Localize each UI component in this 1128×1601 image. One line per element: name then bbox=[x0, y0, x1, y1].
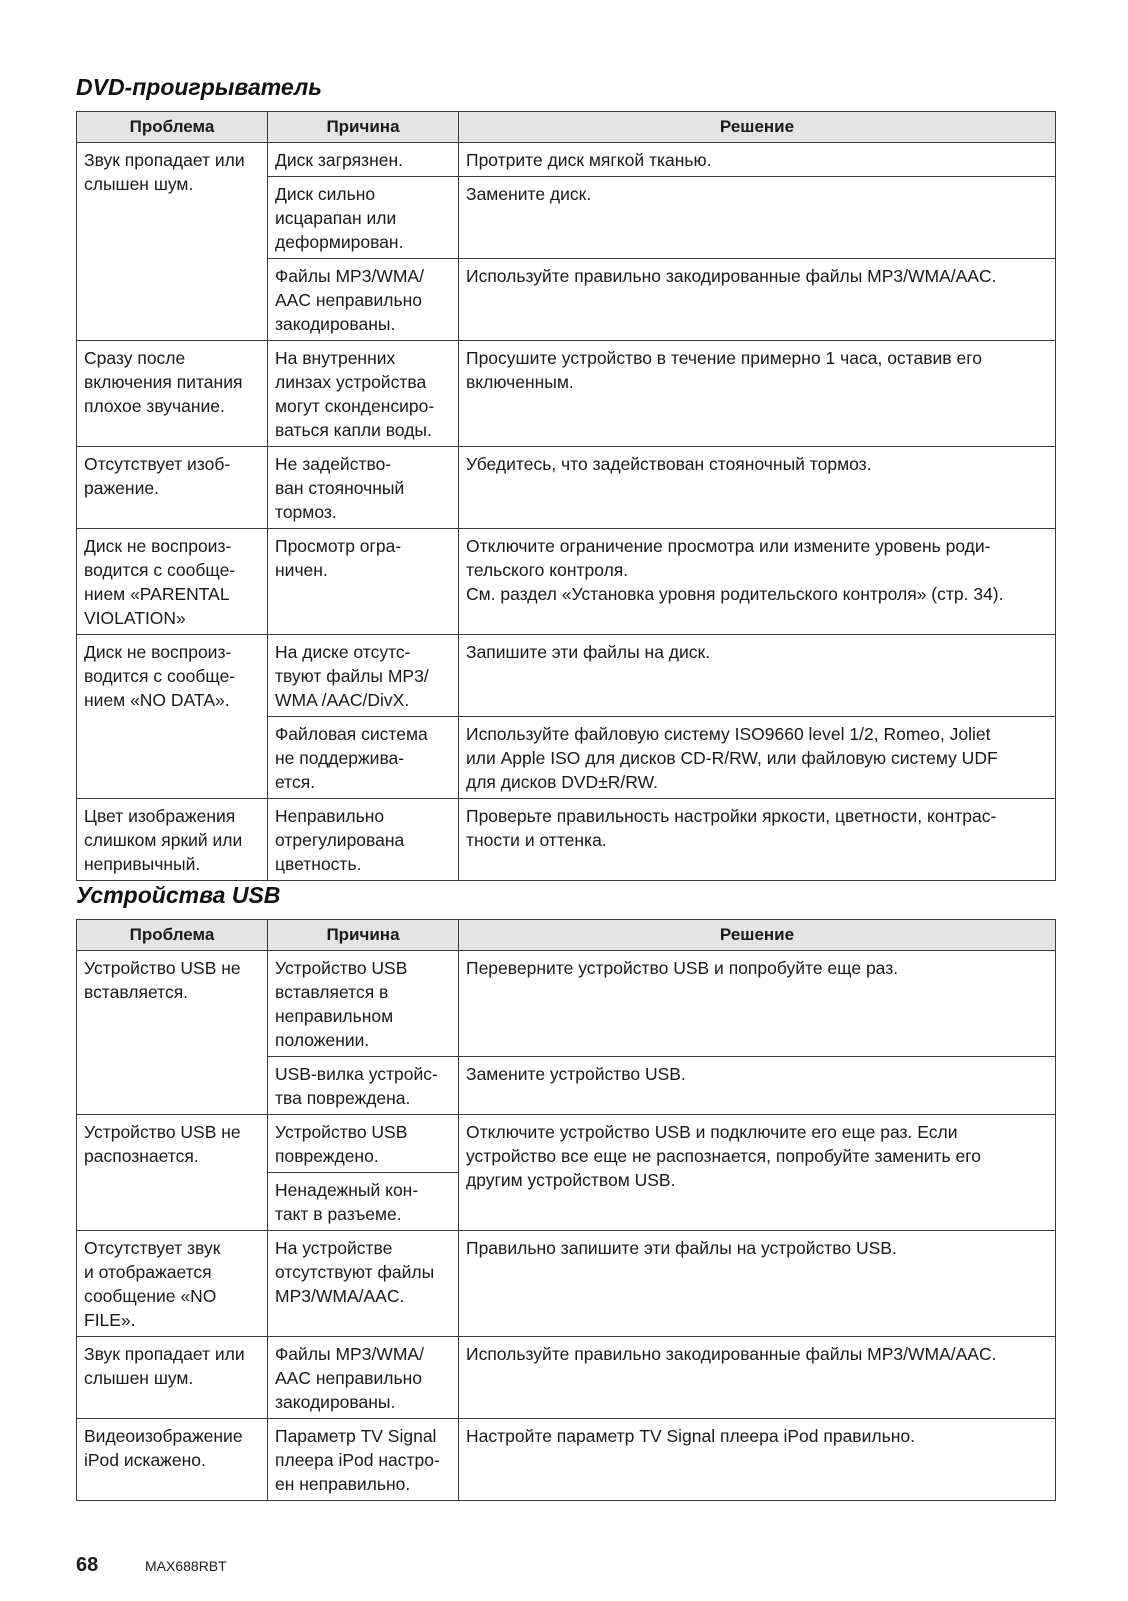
table-row bbox=[77, 951, 1056, 1057]
problem-cell: Диск не воспроиз- водится с сообще- нием «PARENTAL VIOLATION» bbox=[77, 529, 268, 635]
cause-cell: Диск сильно исцарапан или деформирован. bbox=[268, 177, 459, 259]
model-name: MAX688RBT bbox=[145, 1558, 227, 1574]
table-header-row bbox=[77, 112, 1056, 143]
solution-cell: Просушите устройство в течение примерно 1 часа, оставив его включенным. bbox=[459, 341, 1056, 447]
cause-cell: На устройстве отсутствуют файлы MP3/WMA/AAC. bbox=[268, 1231, 459, 1337]
solution-cell: Отключите ограничение просмотра или измените уровень роди- тельского контроля. См. раздел «Установка уровня родительского контроля» (стр. 34). bbox=[459, 529, 1056, 635]
table-header-row bbox=[77, 920, 1056, 951]
cause-cell: Файловая система не поддержива- ется. bbox=[268, 717, 459, 799]
cause-cell: Диск загрязнен. bbox=[268, 143, 459, 177]
header-problem: Проблема bbox=[77, 112, 268, 143]
cause-cell: Не задейство- ван стояночный тормоз. bbox=[268, 447, 459, 529]
page-number: 68 bbox=[76, 1554, 99, 1576]
cause-cell: Файлы MP3/WMA/ AAC неправильно закодированы. bbox=[268, 259, 459, 341]
cause-cell: Устройство USB повреждено. bbox=[268, 1115, 459, 1173]
problem-cell: Отсутствует изоб- ражение. bbox=[77, 447, 268, 529]
problem-cell: Отсутствует звук и отображается сообщение «NO FILE». bbox=[77, 1231, 268, 1337]
solution-cell: Отключите устройство USB и подключите его еще раз. Если устройство все еще не распознается, попробуйте заменить его другим устройством USB. bbox=[459, 1115, 1056, 1231]
problem-cell: Цвет изображения слишком яркий или непривычный. bbox=[77, 799, 268, 881]
solution-cell: Протрите диск мягкой тканью. bbox=[459, 143, 1056, 177]
solution-cell: Переверните устройство USB и попробуйте еще раз. bbox=[459, 951, 1056, 1057]
solution-cell: Настройте параметр TV Signal плеера iPod правильно. bbox=[459, 1419, 1056, 1501]
problem-cell: Звук пропадает или слышен шум. bbox=[77, 143, 268, 341]
cause-cell: Просмотр огра- ничен. bbox=[268, 529, 459, 635]
header-problem: Проблема bbox=[77, 920, 268, 951]
header-cause: Причина bbox=[268, 112, 459, 143]
cause-cell: На диске отсутс- твуют файлы MP3/ WMA /AAC/DivX. bbox=[268, 635, 459, 717]
solution-cell: Используйте правильно закодированные файлы MP3/WMA/AAC. bbox=[459, 259, 1056, 341]
problem-cell: Видеоизображение iPod искажено. bbox=[77, 1419, 268, 1501]
problem-cell: Сразу после включения питания плохое звучание. bbox=[77, 341, 268, 447]
table-row bbox=[77, 1337, 1056, 1419]
cause-cell: Устройство USB вставляется в неправильном положении. bbox=[268, 951, 459, 1057]
solution-cell: Проверьте правильность настройки яркости, цветности, контрас- тности и оттенка. bbox=[459, 799, 1056, 881]
table-row bbox=[77, 341, 1056, 447]
table-row bbox=[77, 1115, 1056, 1173]
table-row bbox=[77, 143, 1056, 177]
solution-cell: Замените устройство USB. bbox=[459, 1057, 1056, 1115]
table-row bbox=[77, 1231, 1056, 1337]
solution-cell: Используйте правильно закодированные файлы MP3/WMA/AAC. bbox=[459, 1337, 1056, 1419]
cause-cell: Неправильно отрегулирована цветность. bbox=[268, 799, 459, 881]
dvd-section-title: DVD-проигрыватель bbox=[76, 74, 322, 100]
header-solution: Решение bbox=[459, 920, 1056, 951]
solution-cell: Правильно запишите эти файлы на устройство USB. bbox=[459, 1231, 1056, 1337]
header-solution: Решение bbox=[459, 112, 1056, 143]
problem-cell: Звук пропадает или слышен шум. bbox=[77, 1337, 268, 1419]
problem-cell: Устройство USB не распознается. bbox=[77, 1115, 268, 1231]
table-row bbox=[77, 635, 1056, 717]
solution-cell: Убедитесь, что задействован стояночный тормоз. bbox=[459, 447, 1056, 529]
usb-troubleshooting-table bbox=[76, 919, 1056, 1501]
usb-section-title: Устройства USB bbox=[76, 882, 281, 908]
cause-cell: USB-вилка устройс- тва повреждена. bbox=[268, 1057, 459, 1115]
dvd-troubleshooting-table bbox=[76, 111, 1056, 881]
solution-cell: Используйте файловую систему ISO9660 level 1/2, Romeo, Joliet или Apple ISO для дисков CD-R/RW, или файловую систему UDF для дисков DVD±R/RW. bbox=[459, 717, 1056, 799]
problem-cell: Устройство USB не вставляется. bbox=[77, 951, 268, 1115]
table-row bbox=[77, 447, 1056, 529]
cause-cell: Файлы MP3/WMA/ AAC неправильно закодированы. bbox=[268, 1337, 459, 1419]
cause-cell: Ненадежный кон- такт в разъеме. bbox=[268, 1173, 459, 1231]
cause-cell: Параметр TV Signal плеера iPod настро- ен неправильно. bbox=[268, 1419, 459, 1501]
solution-cell: Замените диск. bbox=[459, 177, 1056, 259]
solution-cell: Запишите эти файлы на диск. bbox=[459, 635, 1056, 717]
table-row bbox=[77, 799, 1056, 881]
problem-cell: Диск не воспроиз- водится с сообще- нием «NO DATA». bbox=[77, 635, 268, 799]
cause-cell: На внутренних линзах устройства могут сконденсиро- ваться капли воды. bbox=[268, 341, 459, 447]
table-row bbox=[77, 529, 1056, 635]
table-row bbox=[77, 1419, 1056, 1501]
header-cause: Причина bbox=[268, 920, 459, 951]
